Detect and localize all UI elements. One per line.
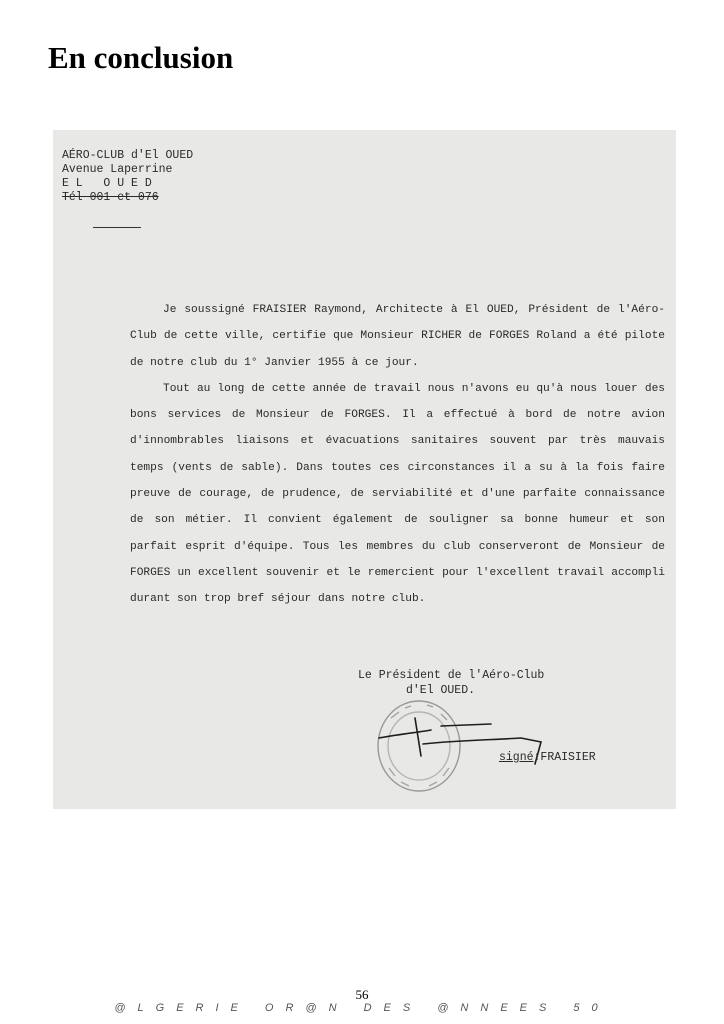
letterhead-club: AÉRO-CLUB d'El OUED [62, 149, 194, 162]
page-number: 56 [355, 987, 369, 1002]
letterhead-city: E L O U E D [62, 177, 152, 190]
scanned-letter [53, 130, 676, 809]
closing-place: d'El OUED. [406, 684, 476, 697]
page-title: En conclusion [48, 40, 234, 75]
club-stamp-and-signature [371, 688, 571, 798]
signature-line [499, 751, 596, 764]
letterhead-street: Avenue Laperrine [62, 163, 173, 176]
page-footer: @LGERIE OR@N DES @NNEES 50 [114, 1002, 610, 1014]
signed-name: :FRAISIER [533, 751, 596, 764]
letter-body [130, 297, 665, 613]
signed-label: signé [499, 751, 534, 764]
letterhead-phone: Tél 001 et 076 [62, 191, 159, 204]
closing-title: Le Président de l'Aéro-Club [358, 669, 545, 682]
letter-paragraph: Tout au long de cette année de travail nous n'avons eu qu'à nous louer des bons services de Monsieur de FORGES. Il a effectué à bord de notre avion d'innombrables liaisons et évacuations sanitaires souvent par très mauvais temps (vents de sable). Dans toutes ces circonstances il a su à la fois faire preuve de courage, de prudence, de serviabilité et d'une parfaite connaissance de son métier. Il convient également de souligner sa bonne humeur et son parfait esprit d'équipe. Tous les membres du club conserveront de Monsieur de FORGES un excellent souvenir et le remercient pour l'excellent travail accompli durant son trop bref séjour dans notre club. [130, 382, 665, 606]
letter-paragraph: Je soussigné FRAISIER Raymond, Architecte à El OUED, Président de l'Aéro-Club de cette ville, certifie que Monsieur RICHER de FORGES Roland a été pilote de notre club du 1° Janvier 1955 à ce jour. [130, 304, 665, 369]
divider [93, 227, 141, 228]
letterhead [62, 149, 193, 205]
